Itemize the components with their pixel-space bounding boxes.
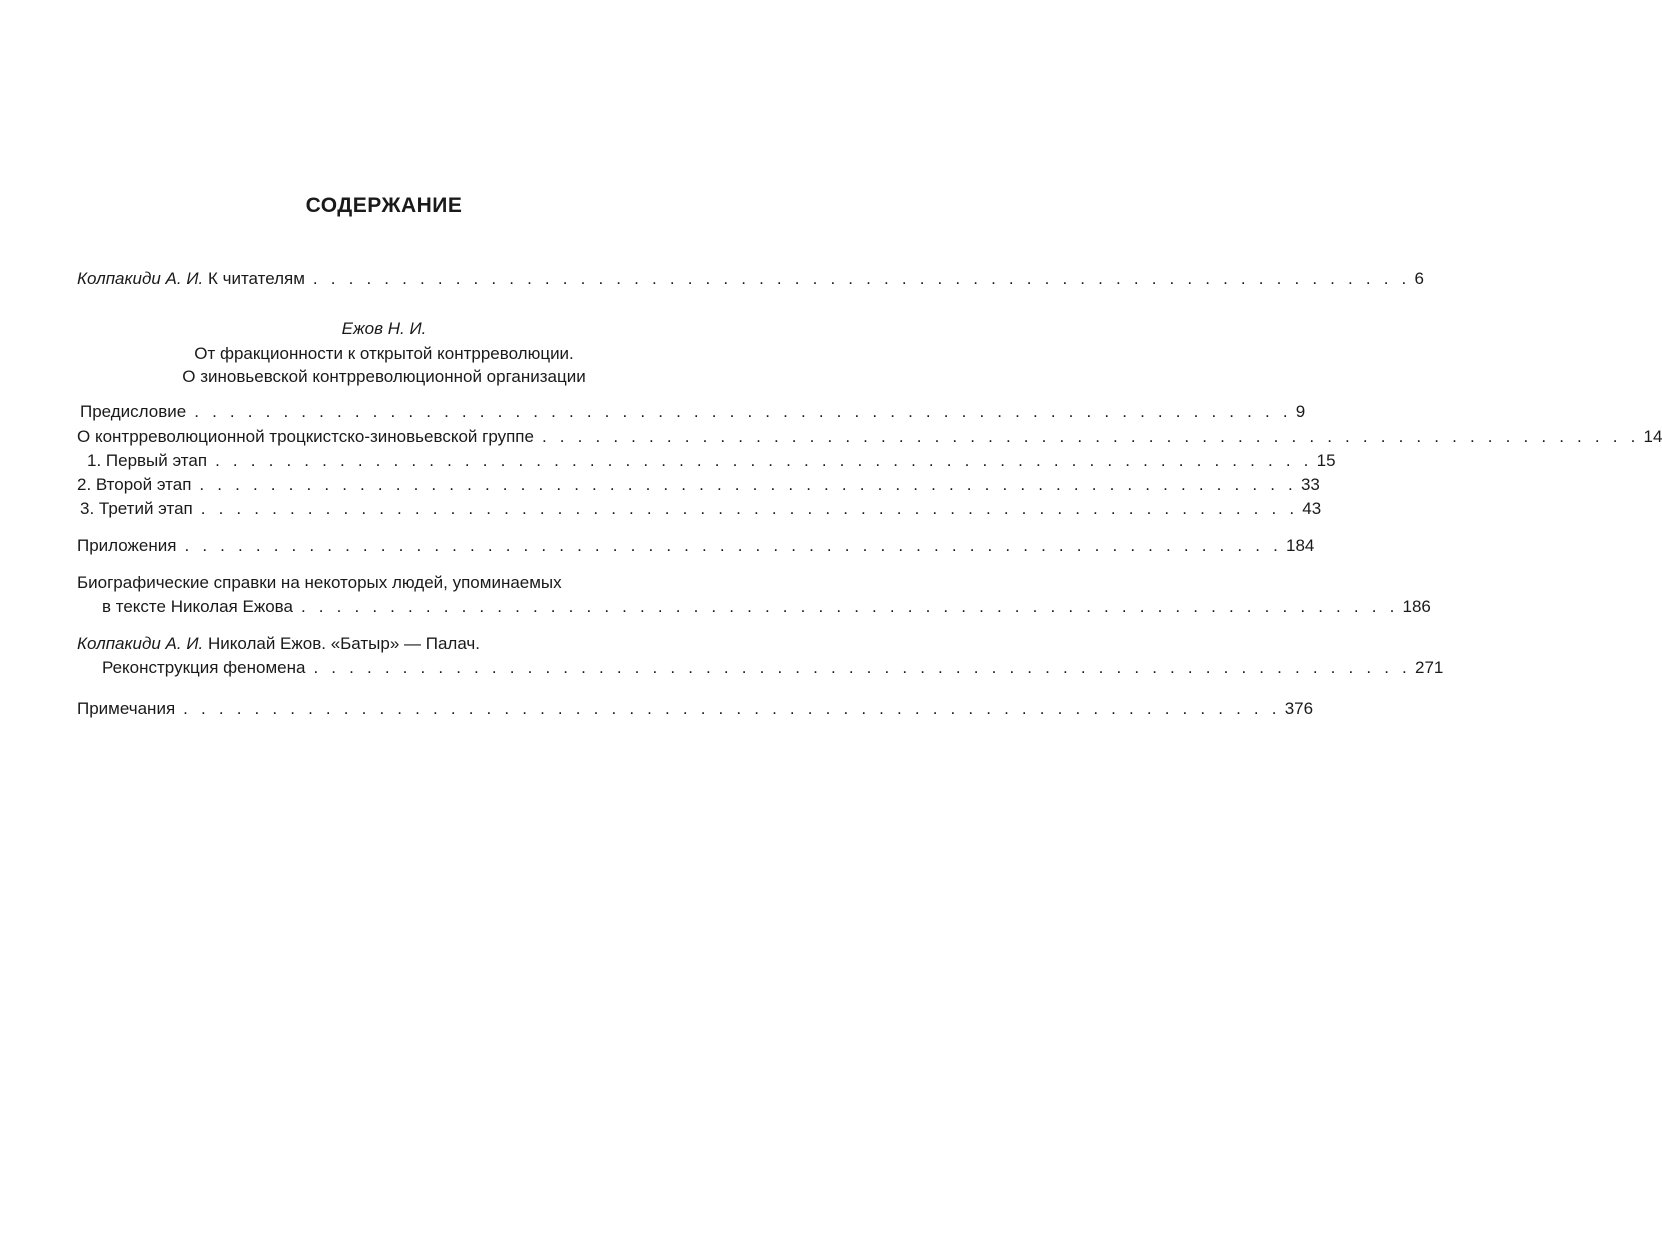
- entry-title: О контрреволюционной троцкистско-зиновьевской группе: [77, 427, 534, 446]
- leader-dots: . . . . . . . . . . . . . . . . . . . . . . . . . . . . . . . . . . . . . . . . . . . . . . . . . . . . . . . . . . . . . .: [194, 402, 1292, 421]
- leader-dots: . . . . . . . . . . . . . . . . . . . . . . . . . . . . . . . . . . . . . . . . . . . . . . . . . . . . . . . . . . . . . .: [312, 269, 1411, 288]
- leader-dots: . . . . . . . . . . . . . . . . . . . . . . . . . . . . . . . . . . . . . . . . . . . . . . . . . . . . . . . . . . . . . .: [541, 427, 1640, 446]
- leader-dots: . . . . . . . . . . . . . . . . . . . . . . . . . . . . . . . . . . . . . . . . . . . . . . . . . . . . . . . . . . . . . .: [184, 536, 1283, 555]
- leader-dots: . . . . . . . . . . . . . . . . . . . . . . . . . . . . . . . . . . . . . . . . . . . . . . . . . . . . . . . . . . . . . .: [300, 597, 1399, 616]
- toc-entry-group[interactable]: [77, 426, 1662, 448]
- entry-page-number: 15: [1316, 451, 1336, 470]
- section-title-line-2: О зиновьевской контрреволюционной организации: [182, 367, 586, 386]
- entry-title: Предисловие: [80, 402, 187, 421]
- entry-page-number: 186: [1402, 597, 1431, 616]
- leader-dots: . . . . . . . . . . . . . . . . . . . . . . . . . . . . . . . . . . . . . . . . . . . . . . . . . . . . . . . . . . . . . .: [200, 499, 1299, 518]
- entry-title: К читателям: [207, 269, 305, 288]
- entry-title: 2. Второй этап: [77, 475, 192, 494]
- entry-title: Приложения: [77, 536, 177, 555]
- leader-dots: . . . . . . . . . . . . . . . . . . . . . . . . . . . . . . . . . . . . . . . . . . . . . . . . . . . . . . . . . . . . . .: [199, 475, 1297, 494]
- toc-entry-appendix[interactable]: [77, 535, 1315, 557]
- leader-dots: . . . . . . . . . . . . . . . . . . . . . . . . . . . . . . . . . . . . . . . . . . . . . . . . . . . . . . . . . . . . . .: [313, 658, 1411, 677]
- section-author: Ежов Н. И.: [341, 319, 427, 338]
- section-title-line-1: От фракционности к открытой контрреволюции.: [194, 344, 574, 363]
- toc-entry-bio-line-1[interactable]: Биографические справки на некоторых людей, упоминаемых: [77, 573, 562, 592]
- entry-title: в тексте Николая Ежова: [102, 597, 293, 616]
- entry-page-number: 271: [1414, 658, 1444, 677]
- entry-title: Реконструкция феномена: [102, 658, 306, 677]
- leader-dots: . . . . . . . . . . . . . . . . . . . . . . . . . . . . . . . . . . . . . . . . . . . . . . . . . . . . . . . . . . . . . .: [183, 699, 1281, 718]
- toc-entry-stage-2[interactable]: [77, 474, 1320, 496]
- entry-author: Колпакиди А. И.: [77, 634, 204, 653]
- toc-entry-preface[interactable]: [80, 401, 1306, 423]
- entry-page-number: 9: [1295, 402, 1306, 421]
- entry-author: Колпакиди А. И.: [77, 269, 204, 288]
- toc-entry-bio[interactable]: [102, 596, 1431, 618]
- leader-dots: . . . . . . . . . . . . . . . . . . . . . . . . . . . . . . . . . . . . . . . . . . . . . . . . . . . . . . . . . . . . . .: [215, 451, 1313, 470]
- toc-entry-stage-3[interactable]: [80, 498, 1322, 520]
- entry-page-number: 6: [1414, 269, 1424, 288]
- entry-page-number: 43: [1302, 499, 1322, 518]
- page-title: СОДЕРЖАНИЕ: [305, 194, 463, 217]
- entry-page-number: 33: [1300, 475, 1320, 494]
- entry-title: Николай Ежов. «Батыр» — Палач.: [207, 634, 480, 653]
- entry-page-number: 376: [1284, 699, 1314, 718]
- entry-page-number: 184: [1286, 536, 1315, 555]
- entry-page-number: 14: [1643, 427, 1662, 446]
- entry-title: Примечания: [77, 699, 176, 718]
- toc-entry-ezhov[interactable]: [102, 657, 1444, 679]
- toc-entry-notes[interactable]: [77, 698, 1314, 720]
- toc-entry-ezhov-line-1[interactable]: [77, 633, 480, 655]
- toc-entry-stage-1[interactable]: [87, 450, 1336, 472]
- entry-title: 3. Третий этап: [80, 499, 193, 518]
- toc-entry-to-readers[interactable]: [77, 268, 1424, 290]
- entry-title: 1. Первый этап: [87, 451, 208, 470]
